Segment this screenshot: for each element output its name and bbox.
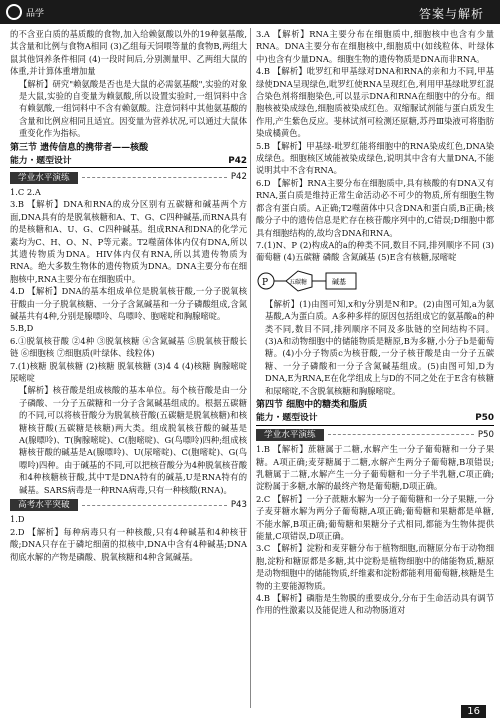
answer-paragraph: 1.C 2.A: [10, 186, 41, 197]
right-column: [256, 28, 494, 617]
phosphate-label: P: [262, 277, 269, 288]
answer-paragraph: 7.(1)核糖 脱氧核糖 (2)核糖 脱氧核糖 (3)4 4 (4)核糖 胸腺嘧啶 尿嘧啶: [10, 360, 247, 383]
nucleotide-structure: [256, 266, 376, 296]
band-label: 学业水平演练: [10, 172, 78, 184]
section-heading: 第四节 细胞中的糖类和脂质: [256, 399, 368, 410]
answer-paragraph: 5.B 【解析】甲基绿-吡罗红能将细胞中的RNA染成红色,DNA染成绿色。细胞核区域能被染成绿色,说明其中含有大量DNA,不能说明其中不含有RNA。: [256, 140, 494, 176]
band-page: P43: [230, 500, 247, 511]
answer-paragraph: 7.(1)N、P (2)构成A的a的种类不同,数目不同,排列顺序不同 (3)葡萄糖 (4)五碳糖 磷酸 含氮碱基 (5)E含有核糖,尿嘧啶: [256, 239, 494, 263]
column-divider: [250, 28, 251, 708]
subsection-heading: [256, 412, 494, 425]
answer-paragraph: 【解析】(1)由图可知,x和y分别是N和P。(2)由图可知,a为氨基酸,A为蛋白质。A多种多样的原因包括组成它的氨基酸a的种类不同,数目不同,排列顺序不同及多肽链的空间结构不同。(3)A和动物细胞中的储能物质是糖原,B为多糖,小分子b是葡萄糖。(4)小分子物质c为核苷酸,一分子核苷酸是由一分子五碳糖、一分子磷酸和一分子含氮碱基组成。(5)由图可知,D为DNA,E为RNA,E在化学组成上与D的不同之处在于E含有核糖和尿嘧啶,不含脱氧核糖和胸腺嘧啶。: [265, 298, 494, 396]
answer-paragraph: 1.B 【解析】蔗糖属于二糖,水解产生一分子葡萄糖和一分子果糖。A项正确;麦芽糖属于二糖,水解产生两分子葡萄糖,B项错误;乳糖属于二糖,水解产生一分子葡萄糖和一分子半乳糖,C项正确;淀粉属于多糖,水解的最终产物是葡萄糖,D项正确。: [256, 444, 494, 492]
subsection-heading: [10, 155, 247, 168]
answer-paragraph: 2.C 【解析】一分子蔗糖水解为一分子葡萄糖和一分子果糖,一分子麦芽糖水解为两分子葡萄糖,A项正确;葡萄糖和果糖都是单糖,不能水解,B项正确;葡萄糖和果糖分子式相同,都能为生物体提供能量,C项错误,D项正确。: [256, 493, 494, 542]
subsection-page: P42: [228, 156, 247, 167]
answer-paragraph: 4.B 【解析】吡罗红和甲基绿对DNA和RNA的亲和力不同,甲基绿使DNA呈现绿色,吡罗红使RNA呈现红色,利用甲基绿吡罗红混合染色剂将细胞染色,可以显示DNA和RNA在细胞中的分布。细胞核被染成绿色,细胞质被染成红色。双缩脲试剂能与蛋白质发生作用,产生紫色反应。斐林试剂可检测还原糖,苏丹Ⅲ染液可将脂肪染成橘黄色。: [256, 66, 494, 139]
subsection-title: 能力・题型设计: [10, 156, 72, 167]
section-heading: 第三节 遗传信息的携带者——核酸: [10, 142, 149, 153]
answer-paragraph: 3.B 【解析】DNA和RNA的成分区别有五碳糖和碱基两个方面,DNA具有的是脱氧核糖和A、T、G、C四种碱基,而RNA具有的是核糖和A、U、G、C四种碱基。组成RNA和DNA的化学元素均为C、H、O、N、P等元素。T2噬菌体体内仅有DNA,所以其遗传物质为DNA。HIV体内仅有RNA,所以其遗传物质为RNA。绝大多数生物体的遗传物质为DNA。DNA主要分布在细胞核中,RNA主要分布在细胞质中。: [10, 199, 247, 284]
subsection-page: P50: [475, 413, 494, 424]
exercise-band: [10, 171, 247, 183]
band-page: P42: [230, 172, 247, 183]
answer-paragraph: 4.B 【解析】磷脂是生物膜的重要成分,分布于生命活动具有调节作用的性激素以及能促进人和动物肠道对: [256, 593, 494, 616]
subsection-title: 能力・题型设计: [256, 413, 318, 424]
band-page: P50: [477, 429, 494, 440]
left-column: [10, 28, 247, 563]
logo-icon: [6, 4, 22, 20]
page-number: 16: [461, 705, 486, 718]
answer-paragraph: 3.A 【解析】RNA主要分布在细胞质中,细胞核中也含有少量RNA。DNA主要分布在细胞核中,细胞质中(如线粒体、叶绿体中)也含有少量DNA。细胞生物的遗传物质是DNA而非RNA。: [256, 29, 494, 64]
answer-paragraph: 6.D 【解析】RNA主要分布在细胞质中,具有核酸的有DNA又有RNA,蛋白质是维持正常生命活动必不可少的物质,所有细胞生物都含有蛋白质。A正确;T2噬菌体中只含DNA和蛋白质,B正确;核酸分子中的遗传信息是贮存在核苷酸序列中的,C错误;D细胞中都具有细胞结构的,故均含DNA和RNA。: [256, 177, 494, 238]
answer-paragraph: 【解析】核苷酸是组成核酸的基本单位。每个核苷酸是由一分子磷酸、一分子五碳糖和一分子含氮碱基组成的。根据五碳糖的不同,可以将核苷酸分为脱氧核苷酸(五碳糖是脱氧核糖)和核糖核苷酸(五碳糖是核糖)两大类。组成脱氧核苷酸的碱基是A(腺嘌呤)、T(胸腺嘧啶)、C(胞嘧啶)、G(鸟嘌呤)四种;组成核糖核苷酸的碱基是A(腺嘌呤)、U(尿嘧啶)、C(胞嘧啶)、G(鸟嘌呤)四种。由于碱基的不同,可以把核苷酸分为4种脱氧核苷酸和4种核糖核苷酸,其中T是DNA特有的碱基,U是RNA特有的碱基。SARS病毒是一种RNA病毒,只有一种核酸(RNA)。: [19, 385, 247, 495]
band-label: 高考水平突破: [10, 499, 78, 511]
answer-paragraph: 6.①脱氧核苷酸 ②4种 ③脱氧核糖 ④含氮碱基 ⑤脱氧核苷酸长链 ⑥细胞核 ⑦细胞质(叶绿体、线粒体): [10, 335, 247, 359]
band-rule: [82, 177, 227, 178]
header-title: 答案与解析: [418, 7, 484, 21]
page-header: [0, 0, 500, 24]
answer-paragraph: 3.C 【解析】淀粉和麦芽糖分布于植物细胞,而糖原分布于动物细胞,淀粉和糖原都是多糖,其中淀粉是植物细胞中的储能物质,糖原是动物细胞中的储能物质,纤维素和淀粉都能利用葡萄糖,核糖是生物的主要能源物质。: [256, 543, 494, 591]
band-rule: [328, 434, 474, 435]
base-label: 碱基: [332, 277, 346, 286]
exercise-band: [256, 429, 494, 441]
publisher-logo: [6, 3, 48, 21]
answer-paragraph: 4.D 【解析】DNA的基本组成单位是脱氧核苷酸,一分子脱氧核苷酸由一分子脱氧核糖、一分子含氮碱基和一分子磷酸组成,含氮碱基共有4种,分别是腺嘌呤、鸟嘌呤、胞嘧啶和胸腺嘧啶。: [10, 286, 247, 321]
sugar-label: 五碳糖: [289, 278, 308, 286]
answer-paragraph: 【解析】研究"赖氨酸是否也是大鼠的必需氨基酸",实验的对象是大鼠,实验的自变量为赖氨酸,所以设置实验时,一组饲料中含有赖氨酸,一组饲料中不含有赖氨酸。注意饲料中其他氨基酸的含量和比例应相同且适宜。因变量为营养状况,可以通过大鼠体重变化作为指标。: [19, 78, 247, 139]
band-rule: [82, 505, 227, 506]
exercise-band: [10, 499, 247, 511]
answer-paragraph: 1.D: [10, 514, 25, 525]
nucleotide-diagram: [256, 266, 494, 296]
band-label: 学业水平演练: [256, 429, 324, 441]
logo-text: 品学: [26, 9, 45, 19]
answer-paragraph: 的不含亚白质的基质酸的食物,加入给赖氨酸以外的19种氨基酸,其含量和比例与食物A相同 (3)乙组每天饲喂等量的食物B,两组大鼠其他饲养条件相同 (4)一段时间后,分别测量甲、乙两组大鼠的体重,并计算体重增加量: [10, 29, 247, 77]
answer-paragraph: 5.B,D: [10, 323, 34, 334]
answer-paragraph: 2.D 【解析】每种病毒只有一种核酸,只有4种碱基和4种核苷酸;DNA只存在于磷坨细菌的拟核中,DNA中含有4种碱基;DNA彻底水解的产物是磷酸、脱氧核糖和4种含氮碱基。: [10, 526, 247, 562]
